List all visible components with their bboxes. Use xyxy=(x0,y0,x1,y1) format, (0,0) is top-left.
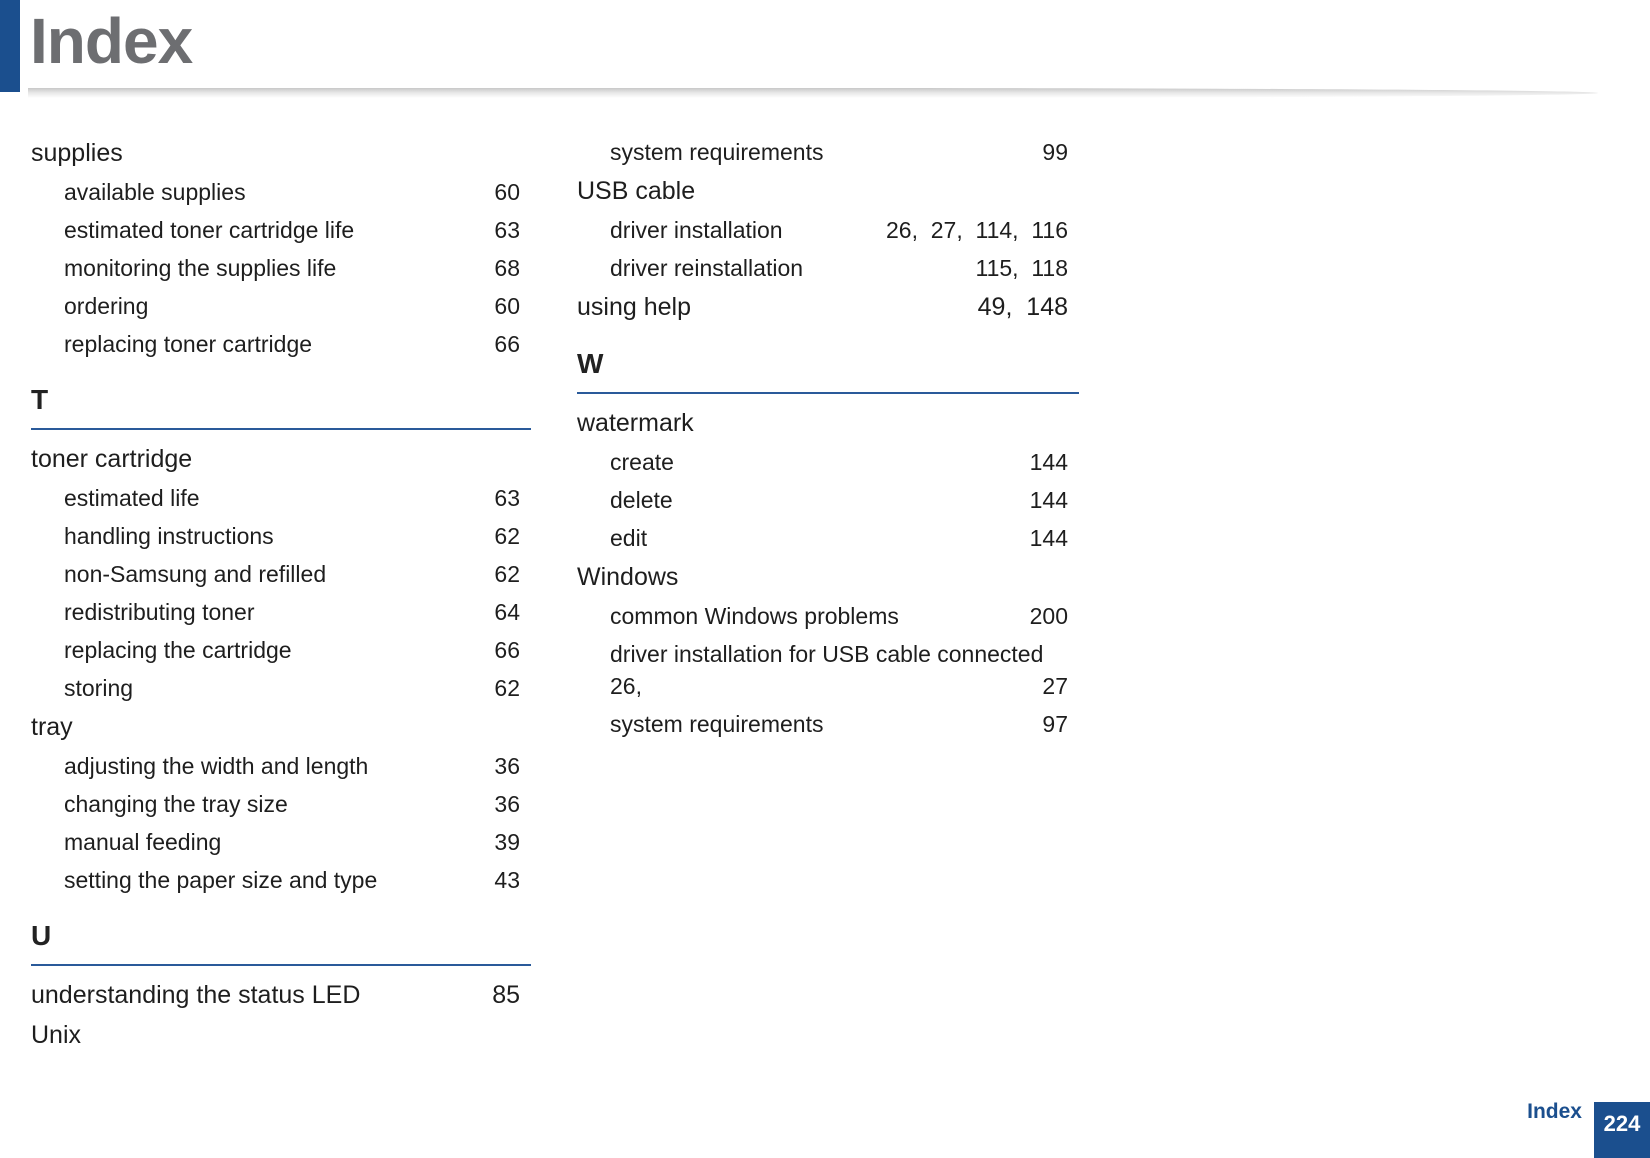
index-term: using help xyxy=(577,293,691,321)
index-subentry xyxy=(31,742,531,780)
page-reference[interactable]: 36 xyxy=(494,753,520,779)
index-subterm: available supplies xyxy=(64,179,246,205)
index-subterm: non-Samsung and refilled xyxy=(64,561,327,587)
index-entry xyxy=(577,552,1079,592)
index-subterm: setting the paper size and type xyxy=(64,867,378,893)
index-subentry xyxy=(31,282,531,320)
index-entry xyxy=(577,398,1079,438)
index-subentry xyxy=(31,818,531,856)
section-letter-w: W xyxy=(577,348,604,379)
index-term: Unix xyxy=(31,1021,82,1049)
index-term: understanding the status LED xyxy=(31,981,361,1009)
section-divider xyxy=(31,964,531,966)
index-subterm: create xyxy=(610,449,674,475)
page-reference[interactable]: 85 xyxy=(492,981,520,1009)
index-subentry xyxy=(31,856,531,894)
index-column-left xyxy=(31,128,531,1050)
index-subterm: storing xyxy=(64,675,134,701)
section-letter-u: U xyxy=(31,920,52,951)
page-reference[interactable]: 144 xyxy=(1029,449,1068,475)
index-term: watermark xyxy=(577,409,694,437)
index-subentry xyxy=(577,514,1079,552)
index-subterm: edit xyxy=(610,525,648,551)
index-subterm: redistributing toner xyxy=(64,599,255,625)
footer-section-label: Index xyxy=(1527,1100,1582,1123)
section-letter-t: T xyxy=(31,384,49,415)
index-entry xyxy=(577,282,1079,322)
index-term: USB cable xyxy=(577,177,696,205)
page-number-badge: 224 xyxy=(1594,1102,1650,1158)
index-subentry xyxy=(577,128,1079,166)
index-subentry xyxy=(31,588,531,626)
index-subentry xyxy=(31,626,531,664)
index-subterm: handling instructions xyxy=(64,523,274,549)
page-reference[interactable]: 115, 118 xyxy=(975,255,1068,281)
page-reference[interactable]: 62 xyxy=(494,523,520,549)
index-term: supplies xyxy=(31,139,123,167)
index-subterm: replacing the cartridge xyxy=(64,637,292,663)
index-subentry xyxy=(577,244,1079,282)
index-entry xyxy=(31,1010,531,1050)
index-subentry xyxy=(577,592,1079,630)
page-reference[interactable]: 62 xyxy=(494,675,520,701)
page-reference[interactable]: 144 xyxy=(1029,525,1068,551)
page-reference[interactable]: 27 xyxy=(1042,673,1068,699)
page-reference[interactable]: 36 xyxy=(494,791,520,817)
index-column-right xyxy=(577,128,1079,738)
page-reference[interactable]: 63 xyxy=(494,217,520,243)
index-subentry xyxy=(577,438,1079,476)
index-subentry xyxy=(31,206,531,244)
index-subentry xyxy=(577,206,1079,244)
page-reference[interactable]: 26, xyxy=(610,673,642,699)
index-subentry xyxy=(31,550,531,588)
page-reference[interactable]: 39 xyxy=(494,829,520,855)
index-entry xyxy=(31,970,531,1010)
index-entry xyxy=(31,702,531,742)
index-subentry xyxy=(31,512,531,550)
index-term: toner cartridge xyxy=(31,445,193,473)
index-subterm: estimated toner cartridge life xyxy=(64,217,355,243)
index-entry xyxy=(577,166,1079,206)
index-subterm: system requirements xyxy=(610,139,824,165)
index-subterm: driver installation for USB cable connected xyxy=(610,641,1044,667)
index-term: Windows xyxy=(577,563,679,591)
section-divider xyxy=(31,428,531,430)
index-subterm: ordering xyxy=(64,293,149,319)
page-reference[interactable]: 60 xyxy=(494,293,520,319)
index-subterm: changing the tray size xyxy=(64,791,288,817)
index-subterm: adjusting the width and length xyxy=(64,753,369,779)
index-subterm: driver reinstallation xyxy=(610,255,804,281)
page-reference[interactable]: 99 xyxy=(1042,139,1068,165)
index-subterm: monitoring the supplies life xyxy=(64,255,337,281)
page-reference[interactable]: 64 xyxy=(494,599,520,625)
page-title: Index xyxy=(30,5,193,77)
index-subterm: common Windows problems xyxy=(610,603,899,629)
page-reference[interactable]: 43 xyxy=(494,867,520,893)
index-subentry xyxy=(577,700,1079,738)
index-subentry xyxy=(31,320,531,358)
section-divider xyxy=(577,392,1079,394)
page-reference[interactable]: 68 xyxy=(494,255,520,281)
page-reference[interactable]: 26, 27, 114, 116 xyxy=(885,217,1068,243)
index-subentry xyxy=(31,780,531,818)
index-subentry xyxy=(31,168,531,206)
index-term: tray xyxy=(31,713,73,741)
index-subentry xyxy=(577,476,1079,514)
page-reference[interactable]: 144 xyxy=(1029,487,1068,513)
page-reference[interactable]: 66 xyxy=(494,637,520,663)
page-reference[interactable]: 66 xyxy=(494,331,520,357)
index-subentry xyxy=(31,474,531,512)
header-accent-bar xyxy=(0,0,20,92)
index-subterm: replacing toner cartridge xyxy=(64,331,313,357)
page-reference[interactable]: 60 xyxy=(494,179,520,205)
index-entry xyxy=(31,128,531,168)
index-subterm: driver installation xyxy=(610,217,783,243)
index-subentry xyxy=(31,244,531,282)
index-entry xyxy=(31,434,531,474)
page-reference[interactable]: 97 xyxy=(1042,711,1068,737)
index-subterm: delete xyxy=(610,487,673,513)
index-subentry xyxy=(31,664,531,702)
index-subterm: system requirements xyxy=(610,711,824,737)
index-subterm: estimated life xyxy=(64,485,200,511)
index-subentry xyxy=(577,630,1079,700)
page-reference[interactable]: 63 xyxy=(494,485,520,511)
page-reference[interactable]: 200 xyxy=(1029,603,1068,629)
page-reference[interactable]: 49, 148 xyxy=(977,293,1068,321)
page-reference[interactable]: 62 xyxy=(494,561,520,587)
header-divider xyxy=(28,88,1598,98)
index-subterm: manual feeding xyxy=(64,829,222,855)
